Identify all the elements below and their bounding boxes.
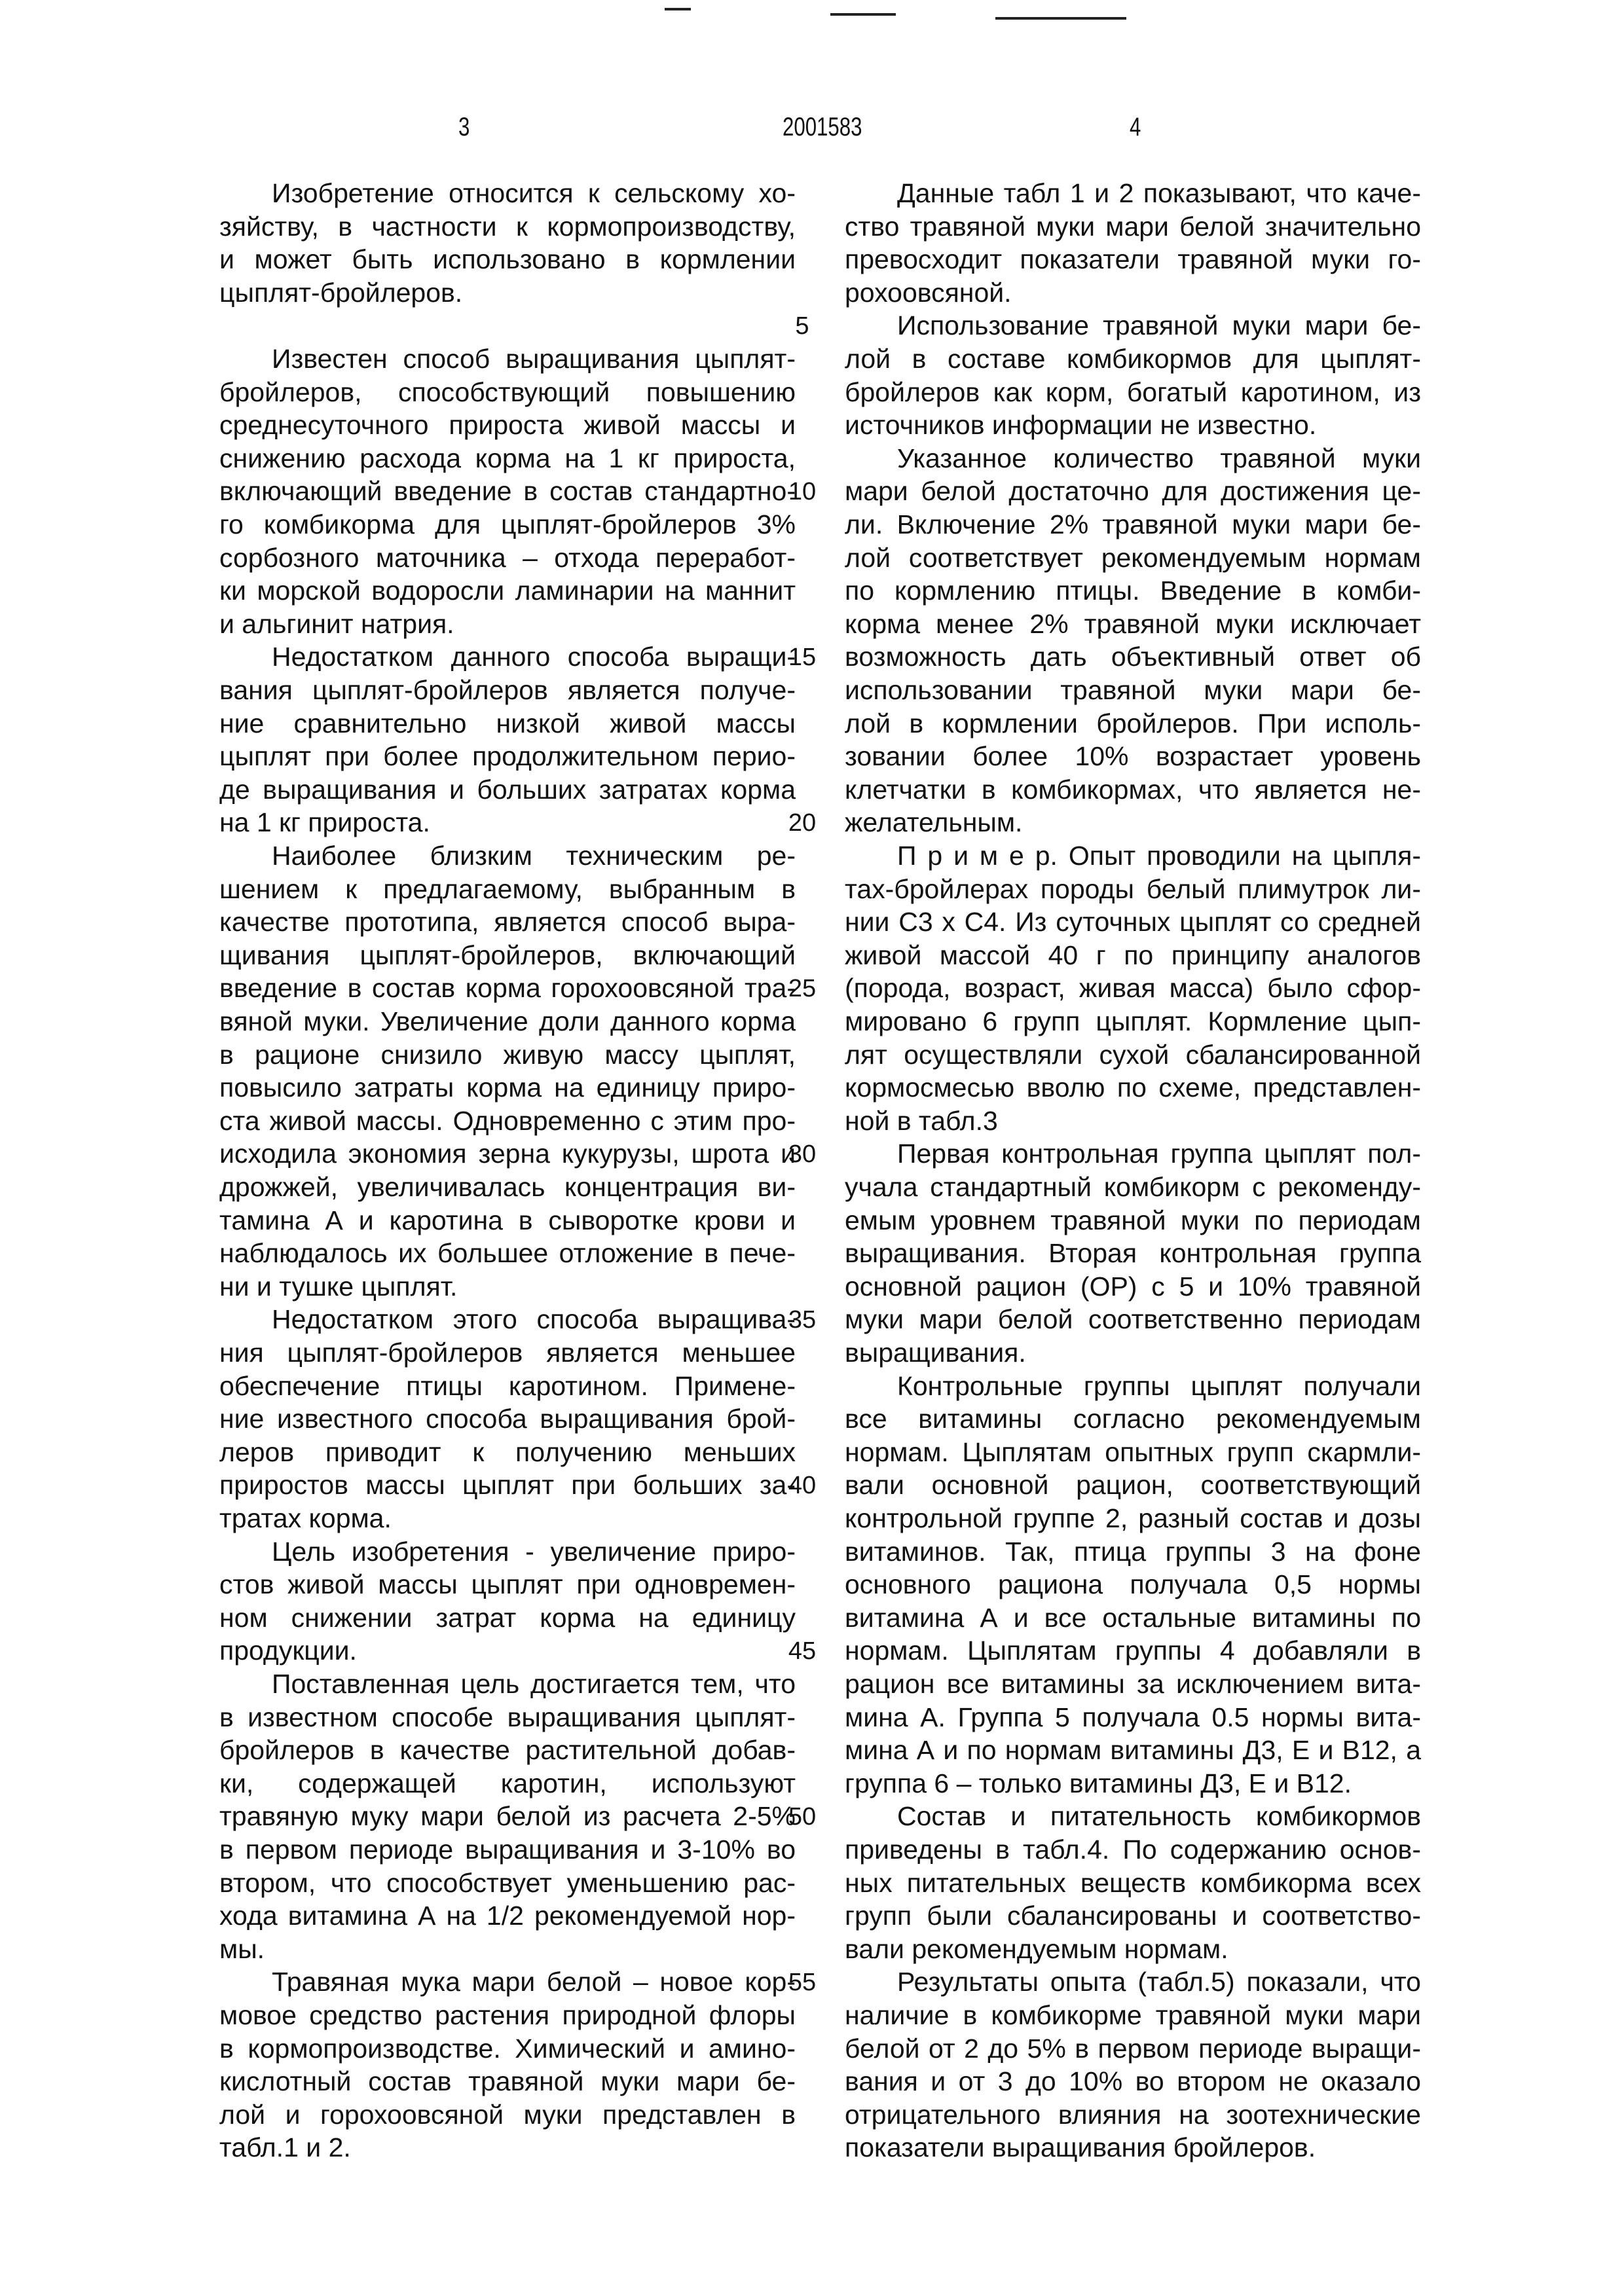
- text-line: ния цыплят-бройлеров является меньшее: [219, 1336, 796, 1369]
- text-line: белой от 2 до 5% в первом периоде выращи-: [845, 2032, 1421, 2065]
- text-line: нормам. Цыплятам группы 4 добавляли в: [845, 1634, 1421, 1667]
- line-number: 30: [783, 1140, 822, 1169]
- text-line: по кормлению птицы. Введение в комби-: [845, 574, 1421, 607]
- text-line: учала стандартный комбикорм с рекоменду-: [845, 1171, 1421, 1203]
- line-number: 35: [783, 1306, 822, 1334]
- text-line: витамина А и все остальные витамины по: [845, 1601, 1421, 1634]
- text-line: корма менее 2% травяной муки исключает: [845, 608, 1421, 640]
- text-line: лой соответствует рекомендуемым нормам: [845, 541, 1421, 574]
- text-line: в кормопроизводстве. Химический и амино-: [219, 2032, 796, 2065]
- text-line: хода витамина А на 1/2 рекомендуемой нор-: [219, 1899, 796, 1932]
- text-line: ном снижении затрат корма на единицу: [219, 1601, 796, 1634]
- text-line: Недостатком этого способа выращива-: [219, 1303, 796, 1336]
- line-number: 40: [783, 1472, 822, 1500]
- text-line: табл.1 и 2.: [219, 2131, 351, 2164]
- text-line: Наиболее близким техническим ре-: [219, 839, 796, 872]
- text-line: кислотный состав травяной муки мари бе-: [219, 2065, 796, 2098]
- text-line: тах-бройлерах породы белый плимутрок ли-: [845, 873, 1421, 905]
- text-line: ство травяной муки мари белой значительно: [845, 210, 1421, 243]
- text-line: использовании травяной муки мари бе-: [845, 674, 1421, 706]
- text-line: продукции.: [219, 1634, 357, 1667]
- text-line: превосходит показатели травяной муки го-: [845, 243, 1421, 276]
- text-line: го комбикорма для цыплят-бройлеров 3%: [219, 508, 796, 541]
- text-line: отрицательного влияния на зоотехнические: [845, 2098, 1421, 2131]
- text-line: де выращивания и больших затратах корма: [219, 773, 796, 806]
- text-line: выращивания.: [845, 1336, 1026, 1369]
- line-number: 25: [783, 975, 822, 1003]
- text-line: приростов массы цыплят при больших за-: [219, 1468, 796, 1501]
- line-number: 45: [783, 1637, 822, 1666]
- text-line: включающий введение в состав стандартно-: [219, 475, 796, 507]
- text-line: П р и м е р. Опыт проводили на цыпля-: [845, 839, 1421, 872]
- text-line: емым уровнем травяной муки по периодам: [845, 1204, 1421, 1237]
- text-line: ние сравнительно низкой живой массы: [219, 707, 796, 740]
- line-number: 50: [783, 1803, 822, 1831]
- text-line: Состав и питательность комбикормов: [845, 1800, 1421, 1832]
- text-line: и альгинит натрия.: [219, 608, 454, 640]
- text-line: наблюдалось их большее отложение в пече-: [219, 1237, 796, 1269]
- text-line: клетчатки в комбикормах, что является не-: [845, 773, 1421, 806]
- text-line: вания и от 3 до 10% во втором не оказало: [845, 2065, 1421, 2098]
- text-line: щивания цыплят-бройлеров, включающий: [219, 939, 796, 972]
- text-line: живой массой 40 г по принципу аналогов: [845, 939, 1421, 972]
- text-line: вания цыплят-бройлеров является получе-: [219, 674, 796, 706]
- text-line: Первая контрольная группа цыплят пол-: [845, 1137, 1421, 1170]
- text-line: и может быть использовано в кормлении: [219, 243, 796, 276]
- text-line: групп были сбалансированы и соответство-: [845, 1899, 1421, 1932]
- text-line: желательным.: [845, 806, 1022, 839]
- text-line: в рационе снизило живую массу цыплят,: [219, 1038, 796, 1071]
- text-line: Изобретение относится к сельскому хо-: [219, 177, 796, 210]
- text-line: зяйству, в частности к кормопроизводству,: [219, 210, 796, 243]
- text-line: бройлеров в качестве растительной добав-: [219, 1734, 796, 1766]
- text-line: повысило затраты корма на единицу приро-: [219, 1071, 796, 1104]
- text-line: Указанное количество травяной муки: [845, 442, 1421, 475]
- line-number: 10: [783, 478, 822, 506]
- text-line: бройлеров, способствующий повышению: [219, 376, 796, 409]
- text-line: лят осуществляли сухой сбалансированной: [845, 1038, 1421, 1071]
- text-line: мари белой достаточно для достижения це-: [845, 475, 1421, 507]
- text-line: леров приводит к получению меньших: [219, 1436, 796, 1468]
- text-line: рохоовсяной.: [845, 276, 1012, 309]
- text-line: Данные табл 1 и 2 показывают, что каче-: [845, 177, 1421, 210]
- text-line: лой в кормлении бройлеров. При исполь-: [845, 707, 1421, 740]
- text-line: ной в табл.3: [845, 1104, 998, 1137]
- text-line: ни и тушке цыплят.: [219, 1270, 457, 1303]
- text-line: Травяная мука мари белой – новое кор-: [219, 1965, 796, 1998]
- text-line: муки мари белой соответственно периодам: [845, 1303, 1421, 1336]
- text-line: сорбозного маточника – отхода переработ-: [219, 541, 796, 574]
- line-number: 5: [783, 312, 822, 340]
- text-line: в первом периоде выращивания и 3-10% во: [219, 1833, 796, 1866]
- text-line: шением к предлагаемому, выбранным в: [219, 873, 796, 905]
- text-line: исходила экономия зерна кукурузы, шрота и: [219, 1137, 796, 1170]
- text-line: наличие в комбикорме травяной муки мари: [845, 1999, 1421, 2032]
- page-number-left: 3: [458, 113, 470, 142]
- scan-artifact: [830, 13, 896, 16]
- text-line: ние известного способа выращивания брой-: [219, 1402, 796, 1435]
- text-line: мина А и по нормам витамины Д3, Е и В12, а: [845, 1734, 1421, 1766]
- text-line: источников информации не известно.: [845, 409, 1316, 441]
- text-line: травяную муку мари белой из расчета 2-5%: [219, 1800, 796, 1832]
- text-line: лой в составе комбикормов для цыплят-: [845, 342, 1421, 375]
- text-line: Цель изобретения - увеличение приро-: [219, 1535, 796, 1568]
- text-line: мировано 6 групп цыплят. Кормление цып-: [845, 1005, 1421, 1038]
- text-line: ста живой массы. Одновременно с этим про-: [219, 1104, 796, 1137]
- line-number: 55: [783, 1969, 822, 1997]
- page-number-right: 4: [1130, 113, 1141, 142]
- text-line: Результаты опыта (табл.5) показали, что: [845, 1965, 1421, 1998]
- text-line: ки морской водоросли ламинарии на маннит: [219, 574, 796, 607]
- line-number: 15: [783, 644, 822, 672]
- text-line: мы.: [219, 1933, 265, 1965]
- text-line: зовании более 10% возрастает уровень: [845, 740, 1421, 773]
- text-line: возможность дать объективный ответ об: [845, 640, 1421, 673]
- text-line: Поставленная цель достигается тем, что: [219, 1667, 796, 1700]
- line-number: 20: [783, 809, 822, 837]
- text-line: Недостатком данного способа выращи-: [219, 640, 796, 673]
- text-line: стов живой массы цыплят при одновремен-: [219, 1568, 796, 1601]
- text-line: Известен способ выращивания цыплят-: [219, 342, 796, 375]
- text-line: тратах корма.: [219, 1502, 392, 1535]
- text-line: снижению расхода корма на 1 кг прироста,: [219, 442, 796, 475]
- text-line: качестве прототипа, является способ выра-: [219, 905, 796, 938]
- text-line: Использование травяной муки мари бе-: [845, 309, 1421, 342]
- text-line: основной рацион (ОР) с 5 и 10% травяной: [845, 1270, 1421, 1303]
- text-line: в известном способе выращивания цыплят-: [219, 1701, 796, 1734]
- text-line: бройлеров как корм, богатый каротином, из: [845, 376, 1421, 409]
- text-line: втором, что способствует уменьшению рас-: [219, 1867, 796, 1899]
- text-line: введение в состав корма горохоовсяной тра-: [219, 972, 796, 1004]
- text-line: среднесуточного прироста живой массы и: [219, 409, 796, 441]
- text-line: вали основной рацион, соответствующий: [845, 1468, 1421, 1501]
- scan-artifact: [665, 8, 691, 10]
- text-line: на 1 кг прироста.: [219, 806, 430, 839]
- text-line: нии С3 х С4. Из суточных цыплят со средней: [845, 905, 1421, 938]
- text-line: приведены в табл.4. По содержанию основ-: [845, 1833, 1421, 1866]
- text-line: дрожжей, увеличивалась концентрация ви-: [219, 1171, 796, 1203]
- scan-artifact: [995, 17, 1126, 20]
- text-line: все витамины согласно рекомендуемым: [845, 1402, 1421, 1435]
- text-line: (порода, возраст, живая масса) было сфор-: [845, 972, 1421, 1004]
- text-line: показатели выращивания бройлеров.: [845, 2131, 1316, 2164]
- text-line: контрольной группе 2, разный состав и дозы: [845, 1502, 1421, 1535]
- text-line: ли. Включение 2% травяной муки мари бе-: [845, 508, 1421, 541]
- text-line: вяной муки. Увеличение доли данного корма: [219, 1005, 796, 1038]
- text-line: нормам. Цыплятам опытных групп скармли-: [845, 1436, 1421, 1468]
- text-line: Контрольные группы цыплят получали: [845, 1370, 1421, 1402]
- text-line: тамина А и каротина в сыворотке крови и: [219, 1204, 796, 1237]
- text-line: ки, содержащей каротин, используют: [219, 1767, 796, 1800]
- text-line: выращивания. Вторая контрольная группа: [845, 1237, 1421, 1269]
- text-line: основного рациона получала 0,5 нормы: [845, 1568, 1421, 1601]
- text-line: мина А. Группа 5 получала 0.5 нормы вита-: [845, 1701, 1421, 1734]
- text-line: ных питательных веществ комбикорма всех: [845, 1867, 1421, 1899]
- text-line: группа 6 – только витамины Д3, Е и В12.: [845, 1767, 1352, 1800]
- text-line: кормосмесью вволю по схеме, представлен-: [845, 1071, 1421, 1104]
- text-line: обеспечение птицы каротином. Примене-: [219, 1370, 796, 1402]
- text-line: вали рекомендуемым нормам.: [845, 1933, 1228, 1965]
- text-line: лой и горохоовсяной муки представлен в: [219, 2098, 796, 2131]
- text-line: мовое средство растения природной флоры: [219, 1999, 796, 2032]
- patent-number: 2001583: [783, 113, 862, 142]
- text-line: рацион все витамины за исключением вита-: [845, 1667, 1421, 1700]
- text-line: цыплят при более продолжительном перио-: [219, 740, 796, 773]
- text-line: витаминов. Так, птица группы 3 на фоне: [845, 1535, 1421, 1568]
- text-line: цыплят-бройлеров.: [219, 276, 462, 309]
